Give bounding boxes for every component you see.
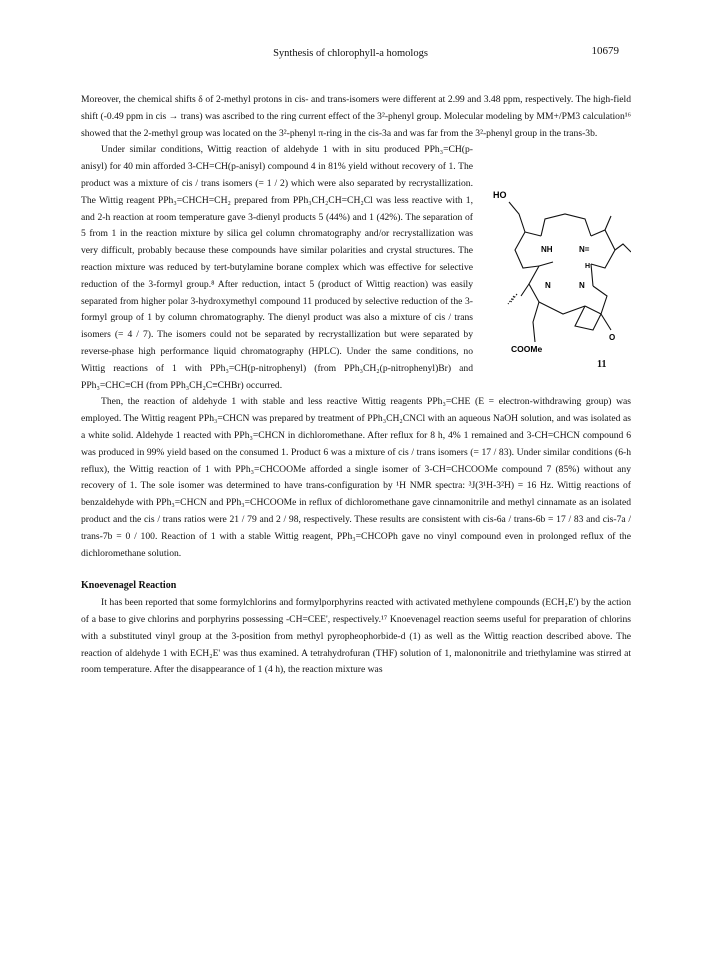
chlorin-structure-diagram: [481, 144, 631, 384]
label-n-bottom-right: N: [579, 281, 585, 291]
paragraph-2-text: Under similar conditions, Wittig reaction of aldehyde 1 with in situ produced PPh₃=CH(p-anisyl) for 40 min afforded 3-CH=CH(p-anisyl) compound 4 in 81% yield without recovery of 1. The product was a mixture of cis / trans isomers (= 1 / 2) which were also separated by recrystallization. The Wittig reagent PPh₃=CHCH=CH₂ prepared from PPh₃CH₂CH=CH₂Cl was less reactive with 1, and 2-h reaction at room temperature gave 3-dienyl products 5 (44%) and 1 (42%). The separation of 5 from 1 in the reaction mixture by silica gel column chromatography and/or recrystallization was very difficult, probably because these compounds have similar polarities and crystal structures. The reaction mixture was reduced by tert-butylamine borane complex which was effective for selective reduction of the 3-formyl group.⁸ After reduction, intact 5 (product of Wittig reaction) was easily separated from higher polar 3-hydroxymethyl compound 11 produced by selective reduction of the 3-formyl group of 1 by column chromatography. The dienyl product was also a mixture of cis / trans isomers (= 4 / 7). The isomers could not be separated by recrystallization but were separated by reverse-phase high performance liquid chromatography (HPLC). Under the same conditions, no Wittig reactions of 1 with PPh₃=CH(p-nitrophenyl) (from PPh₃CH₂(p-nitrophenyl)Br) and PPh₃=CHC≡CH (from PPh₃CH₂C≡CHBr) occurred.: [81, 144, 473, 391]
compound-number-label: 11: [597, 359, 607, 371]
label-n-bottom-left: N: [545, 281, 551, 291]
label-h: H: [585, 263, 591, 271]
structure-bonds: [508, 202, 631, 342]
page-number: 10679: [591, 45, 619, 57]
page-header: [0, 45, 701, 66]
running-title: Synthesis of chlorophyll-a homologs: [273, 48, 428, 59]
article-body: [81, 92, 631, 679]
label-n-top: N=: [579, 245, 590, 255]
paragraph-1: Moreover, the chemical shifts δ of 2-methyl protons in cis- and trans-isomers were different at 2.99 and 3.48 ppm, respectively. The high-field shift (-0.49 ppm in cis → trans) was ascribed to the ring current effect of the 3²-phenyl group. Molecular modeling by MM+/PM3 calculation¹⁶ showed that the 2-methyl group was located on the 3²-phenyl π-ring in the cis-3a and was far from the 3²-phenyl group in the trans-3b.: [81, 94, 631, 139]
label-ho: HO: [493, 190, 507, 201]
label-coome: COOMe: [511, 344, 543, 355]
paragraph-2: [81, 142, 631, 394]
section-heading: Knoevenagel Reaction: [81, 580, 177, 592]
label-ketone-o: O: [609, 333, 616, 343]
paragraph-3: Then, the reaction of aldehyde 1 with stable and less reactive Wittig reagents PPh₃=CHE (E = electron-withdrawing group) was employed. The Wittig reagent PPh₃=CHCN was prepared by treatment of PPh₃CH₂CNCl with an aqueous NaOH solution, and was isolated as a white solid. Aldehyde 1 reacted with PPh₃=CHCN in dichloromethane. After reflux for 8 h, 4% 1 remained and 3-CH=CHCN compound 6 was produced in 99% yield based on the consumed 1. Product 6 was a mixture of cis / trans isomers (= 17 / 83). Under similar conditions (6-h reflux), the Wittig reaction of 1 with PPh₃=CHCOOMe afforded a single isomer of 3-CH=CHCOOMe compound 7 (85%) without any recovery of 1. The sole isomer was determined to have trans-configuration by ¹H NMR spectra: ³J(3¹H-3²H) = 16 Hz. Wittig reactions of benzaldehyde with PPh₃=CHCN and PPh₃=CHCOOMe in reflux of dichloromethane gave cinnamonitrile and methyl cinnamate as an isolated product and the cis / trans ratios were 21 / 79 and 2 / 98, respectively. These results are consistent with cis-6a / trans-6b = 17 / 83 and cis-7a / trans-7b = 0 / 100. Reaction of 1 with a stable Wittig reagent, PPh₃=CHCOPh gave no vinyl compound even in prolonged reflux of the dichloromethane solution.: [81, 396, 631, 559]
structure-figure-11: [481, 144, 631, 384]
label-nh-top: NH: [541, 245, 553, 255]
section-paragraph: It has been reported that some formylchlorins and formylporphyrins reacted with activated methylene compounds (ECH₂E') by the action of a base to give chlorins and porphyrins possessing -CH=CEE', respectively.¹⁷ Knoevenagel reaction seems useful for preparation of chlorins with a substituted vinyl group at the 3-position from methyl pyropheophorbide-d (1) as well as the Wittig reaction described above. The reaction of aldehyde 1 with ECH₂E' was thus examined. A tetrahydrofuran (THF) solution of 1, malononitrile and triethylamine was stirred at room temperature. After the disappearance of 1 (4 h), the reaction mixture was: [81, 597, 631, 676]
